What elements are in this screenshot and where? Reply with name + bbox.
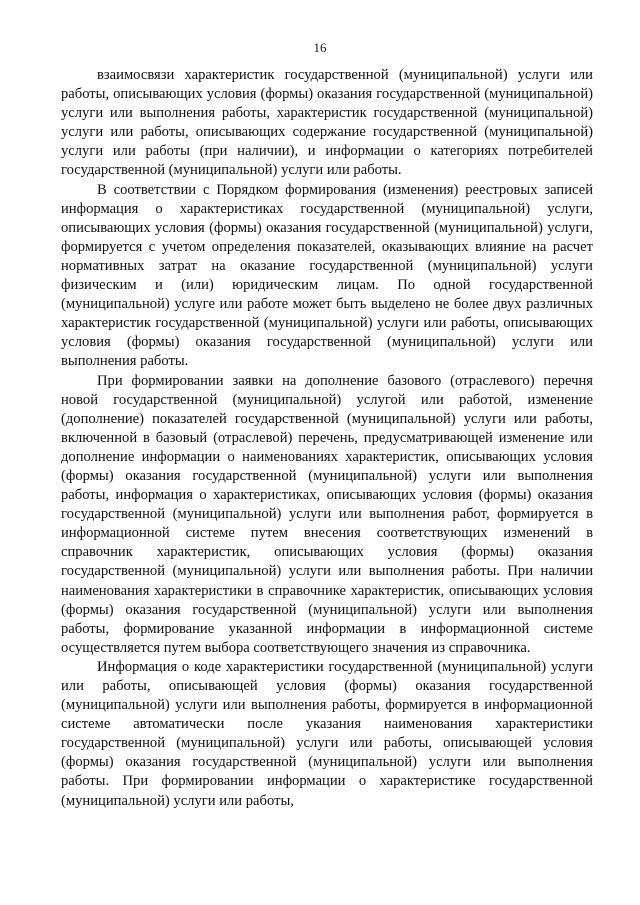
paragraph-4: Информация о коде характеристики государственной (муниципальной) услуги или работы, описывающей условия (формы) оказания государственной (муниципальной) услуги или выполнения работы, формируется в информационной системе автоматически после указания наименования характеристики государственной (муниципальной) услуги или работы, описывающей условия (формы) оказания государственной (муниципальной) услуги или выполнения работы. При формировании информации о характеристике государственной (муниципальной) услуги или работы, — [61, 658, 593, 809]
paragraph-1: взаимосвязи характеристик государственной (муниципальной) услуги или работы, описывающих условия (формы) оказания государственной (муниципальной) услуги или выполнения работы, характеристик государственной (муниципальной) услуги или работы, описывающих содержание государственной (муниципальной) услуги или работы (при наличии), и информации о категориях потребителей государственной (муниципальной) услуги или работы. — [61, 67, 593, 179]
document-body — [61, 66, 593, 811]
page-number: 16 — [313, 40, 327, 55]
paragraph-2: В соответствии с Порядком формирования (изменения) реестровых записей информация о характеристиках государственной (муниципальной) услуги, описывающих условия (формы) оказания государственной (муниципальной) услуги, формируется с учетом определения показателей, оказывающих влияние на расчет нормативных затрат на оказание государственной (муниципальной) услуги физическим и (или) юридическим лицам. По одной государственной (муниципальной) услуге или работе может быть выделено не более двух различных характеристик государственной (муниципальной) услуги или работы, описывающих условия (формы) оказания государственной (муниципальной) услуги или выполнения работы. — [61, 181, 593, 370]
paragraph-3: При формировании заявки на дополнение базового (отраслевого) перечня новой государственной (муниципальной) услугой или работой, изменение (дополнение) показателей государственной (муниципальной) услуги или работы, включенной в базовый (отраслевой) перечень, предусматривающей изменение или дополнение информации о наименованиях характеристик, описывающих условия (формы) оказания государственной (муниципальной) услуги или выполнения работы, информация о характеристиках, описывающих условия (формы) оказания государственной (муниципальной) услуги или выполнения работ, формируется в информационной системе путем внесения соответствующих изменений в справочник характеристик, описывающих условия (формы) оказания государственной (муниципальной) услуги или выполнения работы. При наличии наименования характеристики в справочнике характеристик, описывающих условия (формы) оказания государственной (муниципальной) услуги или выполнения работы, формирование указанной информации в информационной системе осуществляется путем выбора соответствующего значения из справочника. — [61, 372, 593, 656]
